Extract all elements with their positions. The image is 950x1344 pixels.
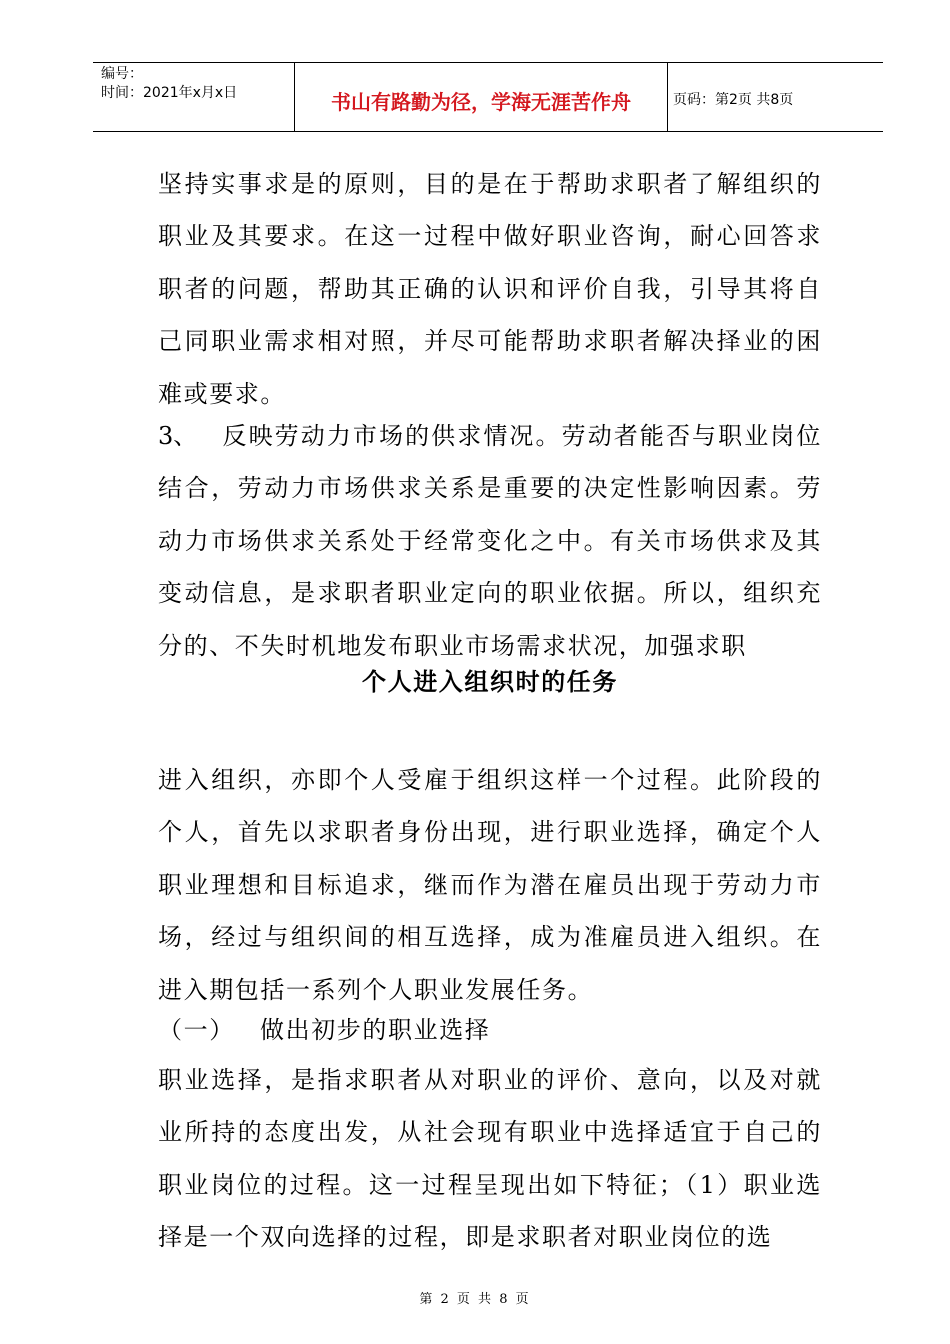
section-title: 个人进入组织时的任务 — [362, 667, 618, 696]
body-paragraph-4: 进入组织，亦即个人受雇于组织这样一个过程。此阶段的个人，首先以求职者身份出现，进行职业选择，确定个人职业理想和目标追求，继而作为潜在雇员出现于劳动力市场，经过与组织间的相互选择，成为准雇员进入组织。在进入期包括一系列个人职业发展任务。 — [158, 766, 822, 1004]
page-footer: 第 2 页 共 8 页 — [419, 1292, 531, 1307]
document-time-label: 时间：2021年x月x日 — [101, 85, 238, 101]
subsection-title: 做出初步的职业选择 — [260, 1016, 491, 1044]
header-meta-cell — [93, 63, 295, 131]
list-item-text: 反映劳动力市场的供求情况。劳动者能否与职业岗位结合，劳动力市场供求关系是重要的决定性影响因素。劳动力市场供求关系处于经常变化之中。有关市场供求及其变动信息，是求职者职业定向的职业依据。所以，组织充分的、不失时机地发布职业市场需求状况，加强求职 — [158, 422, 822, 660]
header-page-info: 页码：第2页 共8页 — [673, 92, 794, 108]
body-paragraph-6: 职业选择，是指求职者从对职业的评价、意向，以及对就业所持的态度出发，从社会现有职业中选择适宜于自己的职业岗位的过程。这一过程呈现出如下特征；（1）职业选择是一个双向选择的过程，即是求职者对职业岗位的选 — [158, 1066, 822, 1252]
body-paragraph-1: 坚持实事求是的原则，目的是在于帮助求职者了解组织的职业及其要求。在这一过程中做好职业咨询，耐心回答求职者的问题，帮助其正确的认识和评价自我，引导其将自己同职业需求相对照，并尽可能帮助求职者解决择业的困难或要求。 — [158, 170, 822, 408]
subsection-label: （一） — [158, 1016, 235, 1044]
body-list-item-3 — [158, 410, 822, 672]
document-header — [93, 62, 883, 132]
document-number-label: 编号： — [101, 66, 143, 82]
list-item-number: 3、 — [158, 422, 198, 450]
header-motto: 书山有路勤为径，学海无涯苦作舟 — [331, 90, 631, 114]
subsection-heading — [158, 1010, 490, 1045]
header-motto-cell — [295, 63, 668, 131]
